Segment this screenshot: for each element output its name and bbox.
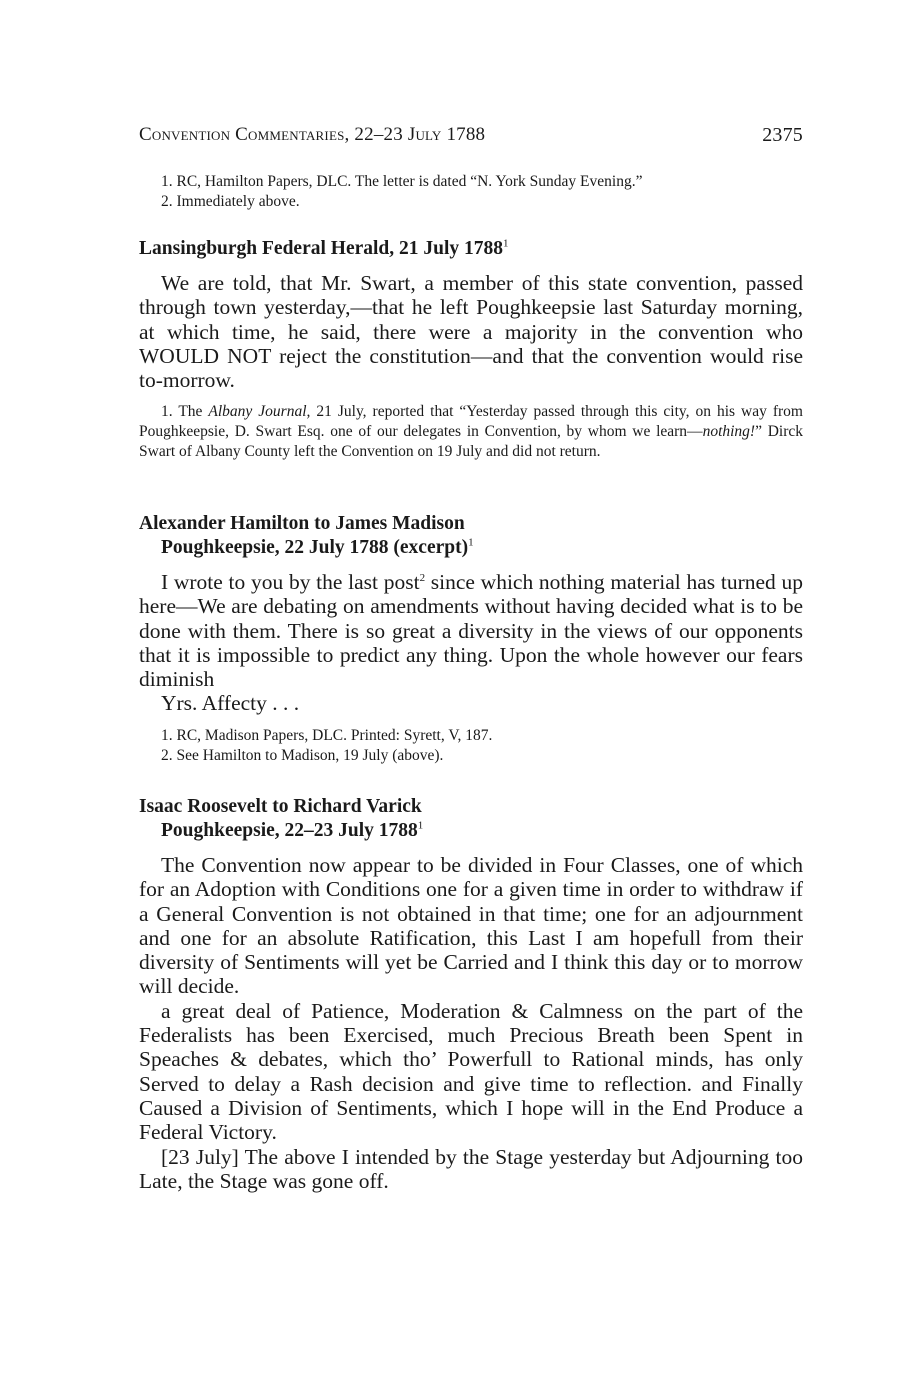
- paragraph: We are told, that Mr. Swart, a member of this state convention, passed through town yesterday,—that he left Poughkeepsie last Saturday morning, at which time, he said, there were a majority in the convention who WOULD NOT reject the constitution—and that the convention would rise to-morrow.: [139, 271, 803, 393]
- footnote: 1. RC, Madison Papers, DLC. Printed: Syrett, V, 187.: [161, 726, 493, 744]
- paragraph: [23 July] The above I intended by the Stage yesterday but Adjourning too Late, the Stage was gone off.: [139, 1144, 803, 1193]
- section-heading: Lansingburgh Federal Herald, 21 July 1788$^1$: [139, 237, 509, 259]
- section-federal-herald: [139, 237, 803, 462]
- section-heading: Isaac Roosevelt to Richard Varick Poughkeepsie, 22–23 July 1788$^1$: [139, 796, 424, 841]
- footnote: 1. The Albany Journal, 21 July, reported that “Yesterday passed through this city, on his way from Poughkeepsie, D. Swart Esq. one of our delegates in Convention, by whom we learn—nothing!” Dirck Swart of Albany County left the Convention on 19 July and did not return.: [139, 403, 803, 461]
- paragraph: a great deal of Patience, Moderation & Calmness on the part of the Federalists has been Exercised, much Precious Breath been Spent in Speaches & debates, which tho’ Powerfull to Rational minds, has only Served to delay a Rash decision and give time to reflection. and Finally Caused a Division of Sentiments, which I hope will in the End Produce a Federal Victory.: [139, 998, 803, 1145]
- footnote: 1. RC, Hamilton Papers, DLC. The letter is dated “N. York Sunday Evening.”: [161, 173, 643, 190]
- section-footnotes: [139, 726, 803, 766]
- section-body: [139, 271, 803, 392]
- footnote: 2. See Hamilton to Madison, 19 July (above).: [161, 746, 444, 764]
- section-footnotes: [139, 402, 803, 462]
- running-head: [139, 124, 803, 148]
- running-head-title: Convention Commentaries, 22–23 July 1788: [139, 124, 486, 145]
- top-footnotes: [139, 172, 803, 212]
- footnote-marker: 2: [419, 571, 426, 584]
- section-roosevelt-varick: [139, 795, 803, 1193]
- closing: Yrs. Affecty . . .: [161, 691, 300, 716]
- section-heading: Alexander Hamilton to James Madison Poughkeepsie, 22 July 1788 (excerpt)$^1$: [139, 513, 474, 558]
- footnote: 2. Immediately above.: [161, 193, 300, 210]
- section-body: [139, 853, 803, 1193]
- footnote-marker: 1: [417, 819, 424, 832]
- section-body: [139, 570, 803, 716]
- paragraph: The Convention now appear to be divided in Four Classes, one of which for an Adoption with Conditions one for a given time in order to withdraw if a General Convention is not obtained in that time; one for an adjournment and one for an absolute Ratification, this Last I am hopefull from their diversity of Sentiments will yet be Carried and I think this day or to morrow will decide.: [139, 853, 803, 999]
- footnote-marker: 1: [503, 237, 509, 250]
- section-hamilton-madison: [139, 512, 803, 766]
- footnote-marker: 1: [468, 536, 474, 549]
- page-number: 2375: [762, 124, 803, 146]
- paragraph: I wrote to you by the last post$^2$ since which nothing material has turned up here—We are debating on amendments without having decided what is to be done with them. There is so great a diversity in the views of our opponents that it is impossible to predict any thing. Upon the whole however our fears diminish: [139, 570, 803, 692]
